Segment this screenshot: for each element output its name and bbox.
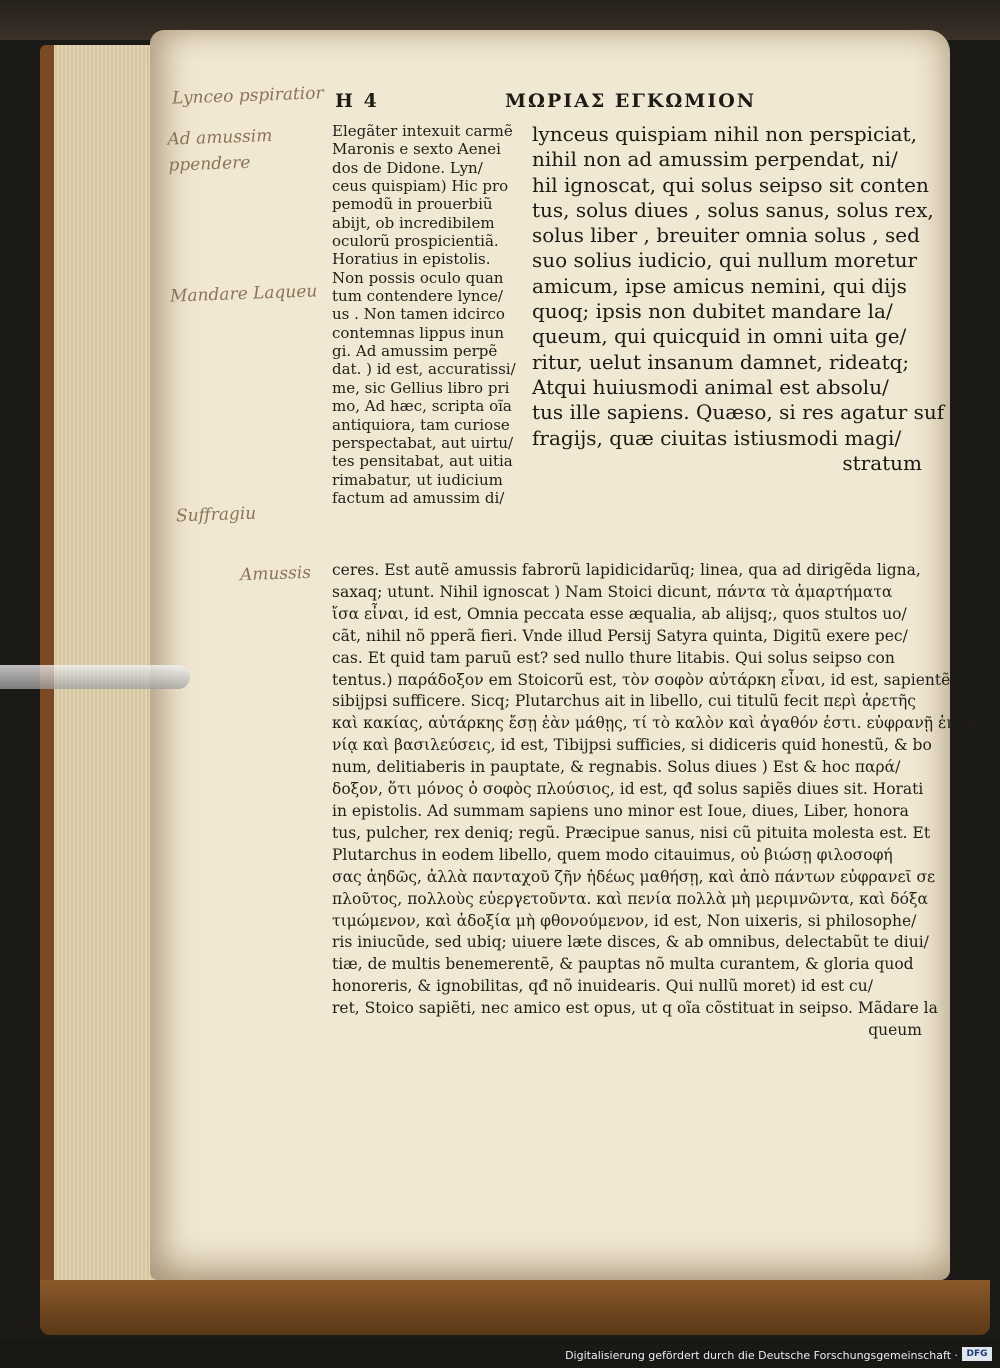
commentary-line: mo, Ad hæc, scripta oĩa [332, 397, 512, 416]
commentary-line: ris iniucũde, sed ubiq; uiuere læte disces, & ab omnibus, delectabũt te diui/ [332, 933, 929, 952]
commentary-line: Elegãter intexuit carmẽ [332, 122, 513, 140]
main-text-line: ritur, uelut insanum damnet, rideatq; [532, 349, 910, 374]
commentary-column [332, 122, 532, 507]
commentary-line: dat. ) id est, accuratissi/ [332, 360, 516, 379]
commentary-line: Plutarchus in eodem libello, quem modo citauimus, οὐ βιώσῃ φιλοσοφή [332, 845, 893, 864]
commentary-line: factum ad amussim di/ [332, 488, 505, 507]
main-text-line: Atqui huiusmodi animal est absolu/ [532, 374, 889, 399]
commentary-line: tiæ, de multis benemerentẽ, & pauptas nõ multa curantem, & gloria quod [332, 955, 914, 974]
main-text-line: nihil non ad amussim perpendat, ni/ [532, 147, 898, 172]
commentary-line: in epistolis. Ad summam sapiens uno minor est Ioue, diues, Liber, honora [332, 801, 909, 820]
main-text-line: solus liber , breuiter omnia solus , sed [532, 223, 920, 248]
commentary-line: me, sic Gellius libro pri [332, 378, 510, 397]
commentary-line: tentus.) παράδοξον em Stoicorũ est, τὸν σοφὸν αὐτάρκη εἶναι, id est, sapientẽ [332, 670, 951, 689]
main-text-line: tus ille sapiens. Quæso, si res agatur suf [532, 400, 945, 425]
page-clip [0, 665, 190, 689]
margin-note: Suffragiu [175, 503, 257, 527]
main-text-line: queum, qui quicquid in omni uita ge/ [532, 324, 907, 349]
commentary-line: pemodũ in prouerbiũ [332, 195, 493, 214]
commentary-line: dos de Didone. Lyn/ [332, 158, 483, 177]
dfg-logo-icon: DFG [962, 1347, 992, 1361]
main-text-line: amicum, ipse amicus nemini, qui dijs [532, 273, 907, 298]
main-text-line: quoq; ipsis non dubitet mandare la/ [532, 299, 893, 324]
margin-note: Mandare Laqueu [169, 281, 318, 307]
commentary-line: tum contendere lynce/ [332, 287, 503, 306]
commentary-line: rimabatur, ut iudicium [332, 470, 503, 489]
main-text-column [532, 122, 945, 476]
margin-note: Amussis [239, 562, 312, 586]
commentary-line: cãt, nihil nõ pperã fieri. Vnde illud Persij Satyra quinta, Digitũ exere pec/ [332, 626, 908, 645]
commentary-full-width [332, 560, 979, 1042]
commentary-line: ceres. Est autẽ amussis fabrorũ lapidicidarũq; linea, qua ad dirigẽda ligna, [332, 561, 921, 579]
commentary-line: honoreris, & ignobilitas, qđ nõ inuidearis. Qui nullũ moret) id est cu/ [332, 977, 873, 996]
commentary-line: num, delitiaberis in pauptate, & regnabis. Solus diues ) Est & hoc παρά/ [332, 758, 901, 777]
commentary-line: Maronis e sexto Aenei [332, 140, 501, 159]
commentary-line: σας ἀηδῶς, ἀλλὰ πανταχοῦ ζῆν ἡδέως μαθήσῃ, καὶ ἀπὸ πάντων εὐφρανεῖ σε [332, 867, 936, 886]
commentary-line: abijt, ob incredibilem [332, 213, 495, 232]
main-text-line: fragijs, quæ ciuitas istiusmodi magi/ [532, 425, 902, 450]
folio-signature: H 4 [335, 90, 379, 112]
commentary-line: us . Non tamen idcirco [332, 305, 505, 324]
commentary-line: saxaq; utunt. Nihil ignoscat ) Nam Stoici dicunt, πάντα τὰ ἁμαρτήματα [332, 582, 893, 601]
commentary-line: gi. Ad amussim perpẽ [332, 342, 498, 361]
main-text-line: tus, solus diues , solus sanus, solus rex, [532, 197, 934, 222]
book-board [40, 1280, 990, 1335]
commentary-line: ceus quispiam) Hic pro [332, 177, 509, 196]
commentary-line: contemnas lippus inun [332, 323, 504, 342]
commentary-line: ret, Stoico sapiẽti, nec amico est opus, ut q oĩa cõstituat in seipso. Mãdare la [332, 999, 938, 1018]
running-title: ΜΩΡΙΑΣ ΕΓΚΩΜΙΟΝ [505, 90, 757, 112]
margin-note: Ad amussim ppendere [167, 125, 273, 176]
commentary-line: sibijpsi sufficere. Sicq; Plutarchus ait in libello, cui titulũ fecit περὶ ἀρετῆς [332, 692, 916, 711]
commentary-line: πλοῦτος, πολλοὺς εὐεργετοῦντα. καὶ πενία πολλὰ μὴ μεριμνῶντα, καὶ δόξα [332, 889, 928, 908]
commentary-line: τιμώμενον, καὶ ἀδοξία μὴ φθονούμενον, id est, Non uixeris, si philosophe/ [332, 911, 917, 930]
commentary-line: νίᾳ καὶ βασιλεύσεις, id est, Tibijpsi sufficies, si didiceris quid honestũ, & bo [332, 736, 932, 755]
catchword: queum [868, 1021, 922, 1040]
commentary-line: antiquiora, tam curiose [332, 415, 510, 434]
main-text-line: hil ignoscat, qui solus seipso sit conten [532, 172, 929, 197]
commentary-line: καὶ κακίας, αὐτάρκης ἔσῃ ἐὰν μάθῃς, τί τὸ καλὸν καὶ ἀγαθόν ἐστι. εὐφρανῇ ἐν πε [332, 714, 979, 733]
commentary-line: Non possis oculo quan [332, 268, 504, 287]
main-text-line: lynceus quispiam nihil non perspiciat, [532, 122, 917, 146]
catchword-main: stratum [842, 450, 922, 475]
commentary-line: δοξον, ὅτι μόνος ὁ σοφὸς πλούσιος, id est, qđ solus sapiẽs diues sit. Horati [332, 780, 924, 799]
commentary-line: perspectabat, aut uirtu/ [332, 433, 514, 452]
commentary-line: oculorũ prospicientiã. [332, 232, 499, 251]
digitization-footer [0, 1340, 1000, 1368]
footer-credit: Digitalisierung gefördert durch die Deutsche Forschungsgemeinschaft · [565, 1349, 958, 1362]
margin-note: Lynceo pspiratior [171, 83, 324, 109]
main-text-line: suo solius iudicio, qui nullum moretur [532, 248, 918, 273]
commentary-line: tus, pulcher, rex deniq; regũ. Præcipue sanus, nisi cũ pituita molesta est. Et [332, 823, 931, 842]
commentary-line: ἴσα εἶναι, id est, Omnia peccata esse æqualia, ab alijsq;, quos stultos uo/ [332, 604, 907, 623]
commentary-line: Horatius in epistolis. [332, 250, 491, 269]
commentary-line: tes pensitabat, aut uitia [332, 452, 513, 471]
commentary-line: cas. Et quid tam paruũ est? sed nullo thure litabis. Qui solus seipso con [332, 648, 895, 667]
